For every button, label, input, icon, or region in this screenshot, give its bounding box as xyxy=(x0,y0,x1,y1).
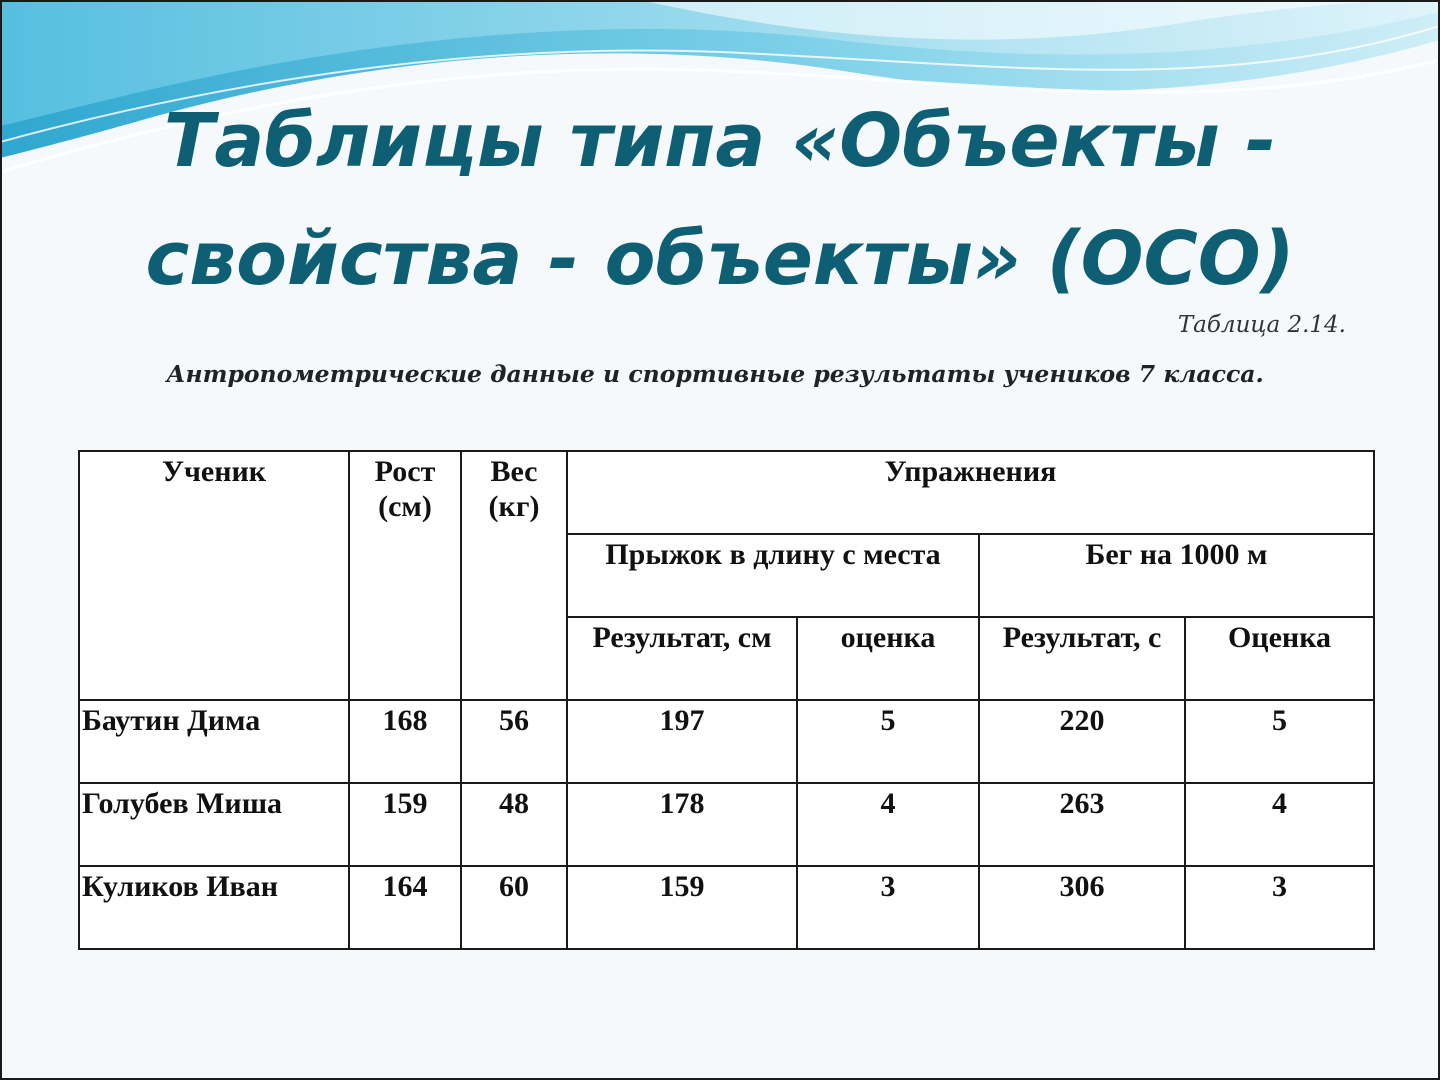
cell-weight: 60 xyxy=(461,866,567,949)
header-jump-result: Результат, см xyxy=(567,617,797,700)
cell-weight: 56 xyxy=(461,700,567,783)
table-row xyxy=(79,700,1374,783)
cell-run-grade: 3 xyxy=(1185,866,1374,949)
anthropometric-table xyxy=(78,450,1375,950)
header-exercises: Упражнения xyxy=(567,451,1374,534)
cell-height: 159 xyxy=(349,783,461,866)
cell-jump-result: 178 xyxy=(567,783,797,866)
cell-jump-result: 159 xyxy=(567,866,797,949)
header-run-grade: Оценка xyxy=(1185,617,1374,700)
header-jump: Прыжок в длину с места xyxy=(567,534,979,617)
cell-jump-grade: 3 xyxy=(797,866,979,949)
cell-height: 168 xyxy=(349,700,461,783)
header-student: Ученик xyxy=(79,451,349,700)
table-caption: Антропометрические данные и спортивные результаты учеников 7 класса. xyxy=(166,360,1264,388)
slide-title xyxy=(0,82,1440,318)
cell-student: Баутин Дима xyxy=(79,700,349,783)
cell-student: Голубев Миша xyxy=(79,783,349,866)
header-row-1 xyxy=(79,451,1374,534)
slide-title-line-1: Таблицы типа «Объекты - xyxy=(163,98,1277,184)
cell-jump-grade: 4 xyxy=(797,783,979,866)
cell-jump-grade: 5 xyxy=(797,700,979,783)
cell-run-result: 220 xyxy=(979,700,1185,783)
cell-student: Куликов Иван xyxy=(79,866,349,949)
cell-height: 164 xyxy=(349,866,461,949)
cell-weight: 48 xyxy=(461,783,567,866)
header-height: Рост (см) xyxy=(349,451,461,700)
cell-run-grade: 4 xyxy=(1185,783,1374,866)
cell-run-result: 306 xyxy=(979,866,1185,949)
table-row xyxy=(79,866,1374,949)
header-jump-grade: оценка xyxy=(797,617,979,700)
table-row xyxy=(79,783,1374,866)
slide-title-line-2: свойства - объекты» (ОСО) xyxy=(145,216,1295,302)
header-run: Бег на 1000 м xyxy=(979,534,1374,617)
cell-jump-result: 197 xyxy=(567,700,797,783)
header-run-result: Результат, с xyxy=(979,617,1185,700)
cell-run-grade: 5 xyxy=(1185,700,1374,783)
cell-run-result: 263 xyxy=(979,783,1185,866)
table-number: Таблица 2.14. xyxy=(1177,312,1346,338)
header-weight: Вес (кг) xyxy=(461,451,567,700)
